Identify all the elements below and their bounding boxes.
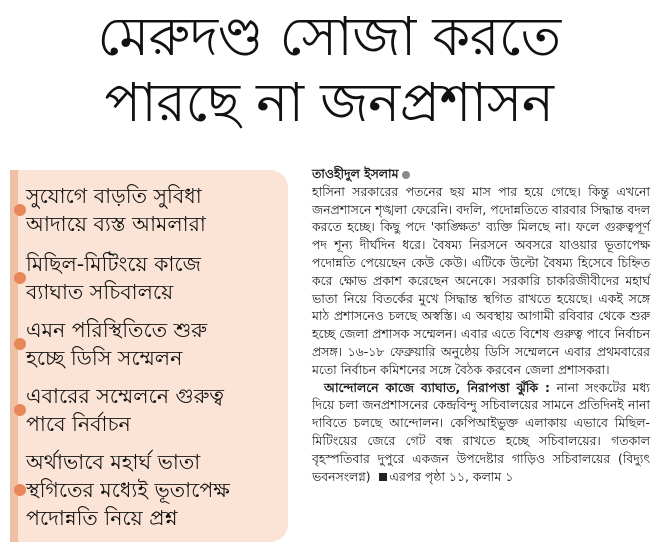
highlight-line: পাবে নির্বাচন [26, 412, 131, 436]
bullet-dot-icon [14, 484, 26, 496]
article-paragraph-1: হাসিনা সরকারের পতনের ছয় মাস পার হয়ে গেছে। কিন্তু এখনো জনপ্রশাসনে শৃঙ্খলা ফেরেনি। বদলি, পদোন্নতিতে বারবার সিদ্ধান্ত বদল করতে হচ্ছে। কিছু পদে 'কাঙ্ক্ষিত' ব্যক্তি মিলছে না। ফলে গুরুত্বপূর্ণ পদ শূন্য দীর্ঘদিন ধরে। বৈষম্য নিরসনে অবসরে যাওয়ার ভূতাপেক্ষ পদোন্নতি পেয়েছেন কেউ কেউ। এটিকে উল্টো বৈষম্য হিসেবে চিহ্নিত করে ক্ষোভ প্রকাশ করেছেন অনেকে। সরকারি চাকরিজীবীদের মহার্ঘ ভাতা নিয়ে বিতর্কের মুখে সিদ্ধান্ত স্থগিত রাখতে হয়েছে। একই সঙ্গে মাঠ প্রশাসনেও চলছে অস্বস্তি। এ অবস্থায় আগামী রবিবার থেকে শুরু হচ্ছে জেলা প্রশাসক সম্মেলন। এবার এতে বিশেষ গুরুত্ব পাবে নির্বাচন প্রসঙ্গ। ১৬-১৮ ফেব্রুয়ারি অনুষ্ঠেয় ডিসি সম্মেলনে এবার প্রথমবারের মতো নির্বাচন কমিশনের সঙ্গে বৈঠক করবেন জেলা প্রশাসকরা। [312, 183, 650, 377]
article-body [312, 165, 650, 485]
article-subhead: আন্দোলনে কাজে ব্যাঘাত, নিরাপত্তা ঝুঁকি : [324, 379, 550, 395]
highlight-line: স্থগিতের মধ্যেই ভূতাপেক্ষ [26, 478, 230, 502]
square-bullet-icon [379, 473, 387, 481]
headline-line-2: পারছে না জনপ্রশাসন [104, 71, 554, 134]
byline [312, 165, 650, 183]
highlight-item [26, 382, 284, 438]
highlight-line: হচ্ছে ডিসি সম্মেলন [26, 346, 183, 370]
continuation-note [375, 469, 514, 484]
highlight-line: সুযোগে বাড়তি সুবিধা [26, 184, 202, 208]
article-paragraph-2 [312, 379, 650, 486]
byline-name: তাওহীদুল ইসলাম [312, 166, 399, 181]
headline [0, 4, 658, 136]
highlight-item [26, 250, 284, 306]
highlights-panel [10, 170, 288, 542]
highlight-line: ব্যাঘাত সচিবালয়ে [26, 280, 174, 304]
highlight-line: এমন পরিস্থিতিতে শুরু [26, 318, 207, 342]
highlight-line: আদায়ে ব্যস্ত আমলারা [26, 212, 206, 236]
highlight-line: অর্থাভাবে মহার্ঘ ভাতা [26, 450, 201, 474]
bullet-dot-icon [14, 338, 26, 350]
bullet-dot-icon [14, 404, 26, 416]
bullet-dot-icon [14, 272, 26, 284]
highlight-line: এবারের সম্মেলনে গুরুত্ব [26, 384, 225, 408]
bullet-dot-icon [14, 204, 26, 216]
highlight-item [26, 316, 284, 372]
highlight-line: পদোন্নতি নিয়ে প্রশ্ন [26, 506, 178, 530]
headline-line-1: মেরুদণ্ড সোজা করতে [97, 5, 561, 68]
byline-dot-icon [402, 171, 410, 179]
article-paragraph-2-text: নানা সংকটের মধ্য দিয়ে চলা জনপ্রশাসনের কেন্দ্রবিন্দু সচিবালয়ের সামনে প্রতিদিনই নানা দাবিতে চলছে আন্দোলন। কেপিআইভুক্ত এলাকায় এভাবে মিছিল-মিটিংয়ের জেরে গেট বন্ধ রাখতে হচ্ছে সচিবালয়ের। গতকাল বৃহস্পতিবার দুপুরে একজন উপদেষ্টার গাড়িও সচিবালয়ের (বিদ্যুৎ ভবনসংলগ্ন) [312, 379, 650, 484]
highlight-line: মিছিল-মিটিংয়ে কাজে [26, 252, 202, 276]
highlight-item [26, 182, 284, 238]
highlight-item [26, 448, 284, 532]
continuation-text: এরপর পৃষ্ঠা ১১, কলাম ১ [389, 468, 514, 484]
